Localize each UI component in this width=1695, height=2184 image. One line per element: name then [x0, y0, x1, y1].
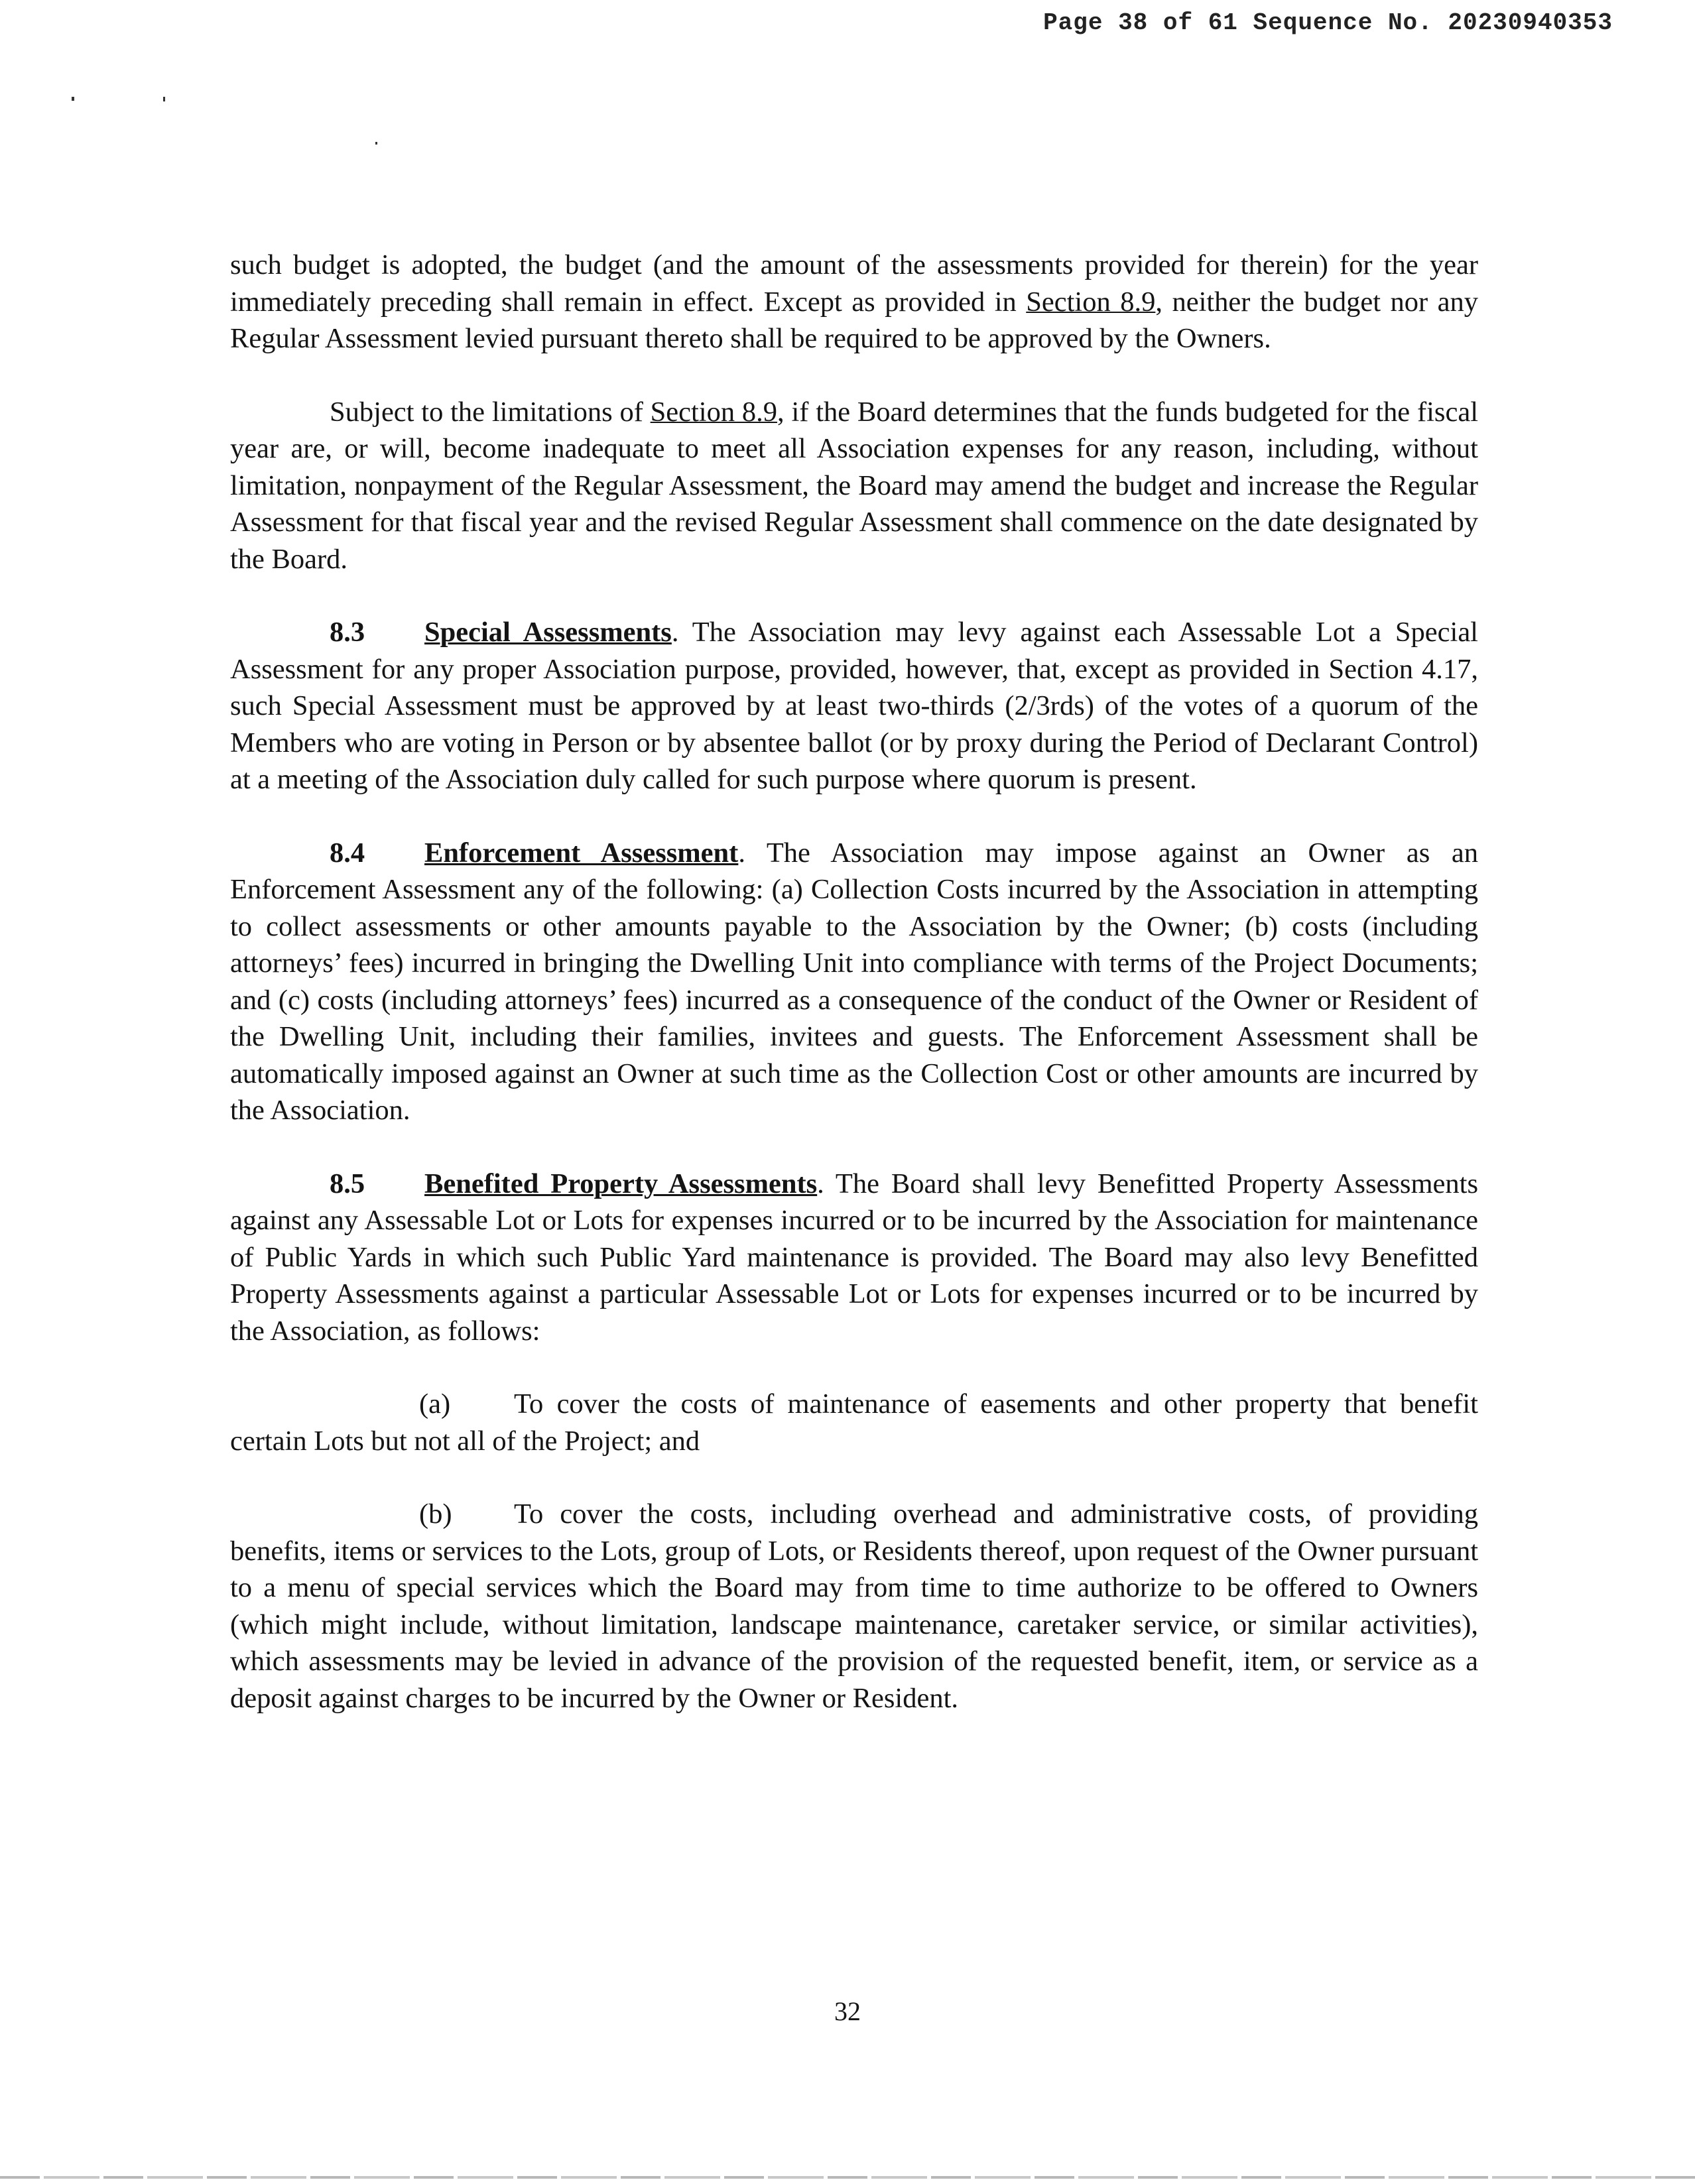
paragraph-budget-continuation: such budget is adopted, the budget (and the amount of the assessments provided for therein) for the year immediately preceding shall remain in effect. Except as provided in Section 8.9, neither the budget nor any Regular Assessment levied pursuant thereto shall be required to be approved by the Owners. — [230, 249, 1478, 354]
page-sequence-stamp: Page 38 of 61 Sequence No. 20230940353 — [1043, 9, 1613, 36]
section-title: Enforcement Assessment — [424, 837, 739, 869]
section-8-3 — [230, 614, 1478, 798]
section-8-4 — [230, 835, 1478, 1129]
subparagraph-a — [230, 1386, 1478, 1459]
section-8-5 — [230, 1166, 1478, 1350]
page-number: 32 — [834, 1996, 861, 2026]
subparagraph-label: (a) — [419, 1388, 451, 1420]
section-number: 8.5 — [330, 1168, 365, 1199]
section-number: 8.3 — [330, 617, 365, 648]
scan-edge-line — [0, 2176, 1695, 2179]
section-reference-link: Section 8.9 — [1026, 286, 1156, 318]
paragraph-budget-amendment: Subject to the limitations of Section 8.9, if the Board determines that the funds budgeted for the fiscal year are, or will, become inadequate to meet all Association expenses for any reason, including, without limitation, nonpayment of the Regular Assessment, the Board may amend the budget and increase the Regular Assessment for that fiscal year and the revised Regular Assessment shall commence on the date designated by the Board. — [230, 396, 1478, 575]
section-text: . The Association may levy against each Assessable Lot a Special Assessment for any proper Association purpose, provided, however, that, except as provided in Section 4.17, such Special Assessment must be approved by at least two-thirds (2/3rds) of the votes of a quorum of the Members who are voting in Person or by absentee ballot (or by proxy during the Period of Declarant Control) at a meeting of the Association duly called for such purpose where quorum is present. — [230, 617, 1478, 795]
section-number: 8.4 — [330, 837, 365, 869]
section-text: . The Board shall levy Benefitted Property Assessments against any Assessable Lot or Lots for expenses incurred or to be incurred by the Association for maintenance of Public Yards in which such Public Yard maintenance is provided. The Board may also levy Benefitted Property Assessments against a particular Assessable Lot or Lots for expenses incurred or to be incurred by the Association, as follows: — [230, 1168, 1478, 1347]
section-title: Special Assessments — [424, 617, 672, 648]
subparagraph-label: (b) — [419, 1498, 452, 1530]
subparagraph-b — [230, 1496, 1478, 1717]
section-title: Benefited Property Assessments — [424, 1168, 818, 1199]
section-reference-link: Section 8.9 — [650, 396, 778, 428]
subparagraph-text: To cover the costs of maintenance of easements and other property that benefit certain Lots but not all of the Project; and — [230, 1388, 1478, 1457]
document-body — [230, 247, 1478, 1753]
subparagraph-text: To cover the costs, including overhead and administrative costs, of providing benefits, items or services to the Lots, group of Lots, or Residents thereof, upon request of the Owner pursuant to a menu of special services which the Board may from time to time authorize to be offered to Owners (which might include, without limitation, landscape maintenance, caretaker service, or similar activities), which assessments may be levied in advance of the provision of the requested benefit, item, or service as a deposit against charges to be incurred by the Owner or Resident. — [230, 1498, 1478, 1714]
section-text: . The Association may impose against an Owner as an Enforcement Assessment any of the following: (a) Collection Costs incurred by the Association in attempting to collect assessments or other amounts payable to the Association by the Owner; (b) costs (including attorneys’ fees) incurred in bringing the Dwelling Unit into compliance with terms of the Project Documents; and (c) costs (including attorneys’ fees) incurred as a consequence of the conduct of the Owner or Resident of the Dwelling Unit, including their families, invitees and guests. The Enforcement Assessment shall be automatically imposed against an Owner at such time as the Collection Cost or other amounts are incurred by the Association. — [230, 837, 1478, 1126]
